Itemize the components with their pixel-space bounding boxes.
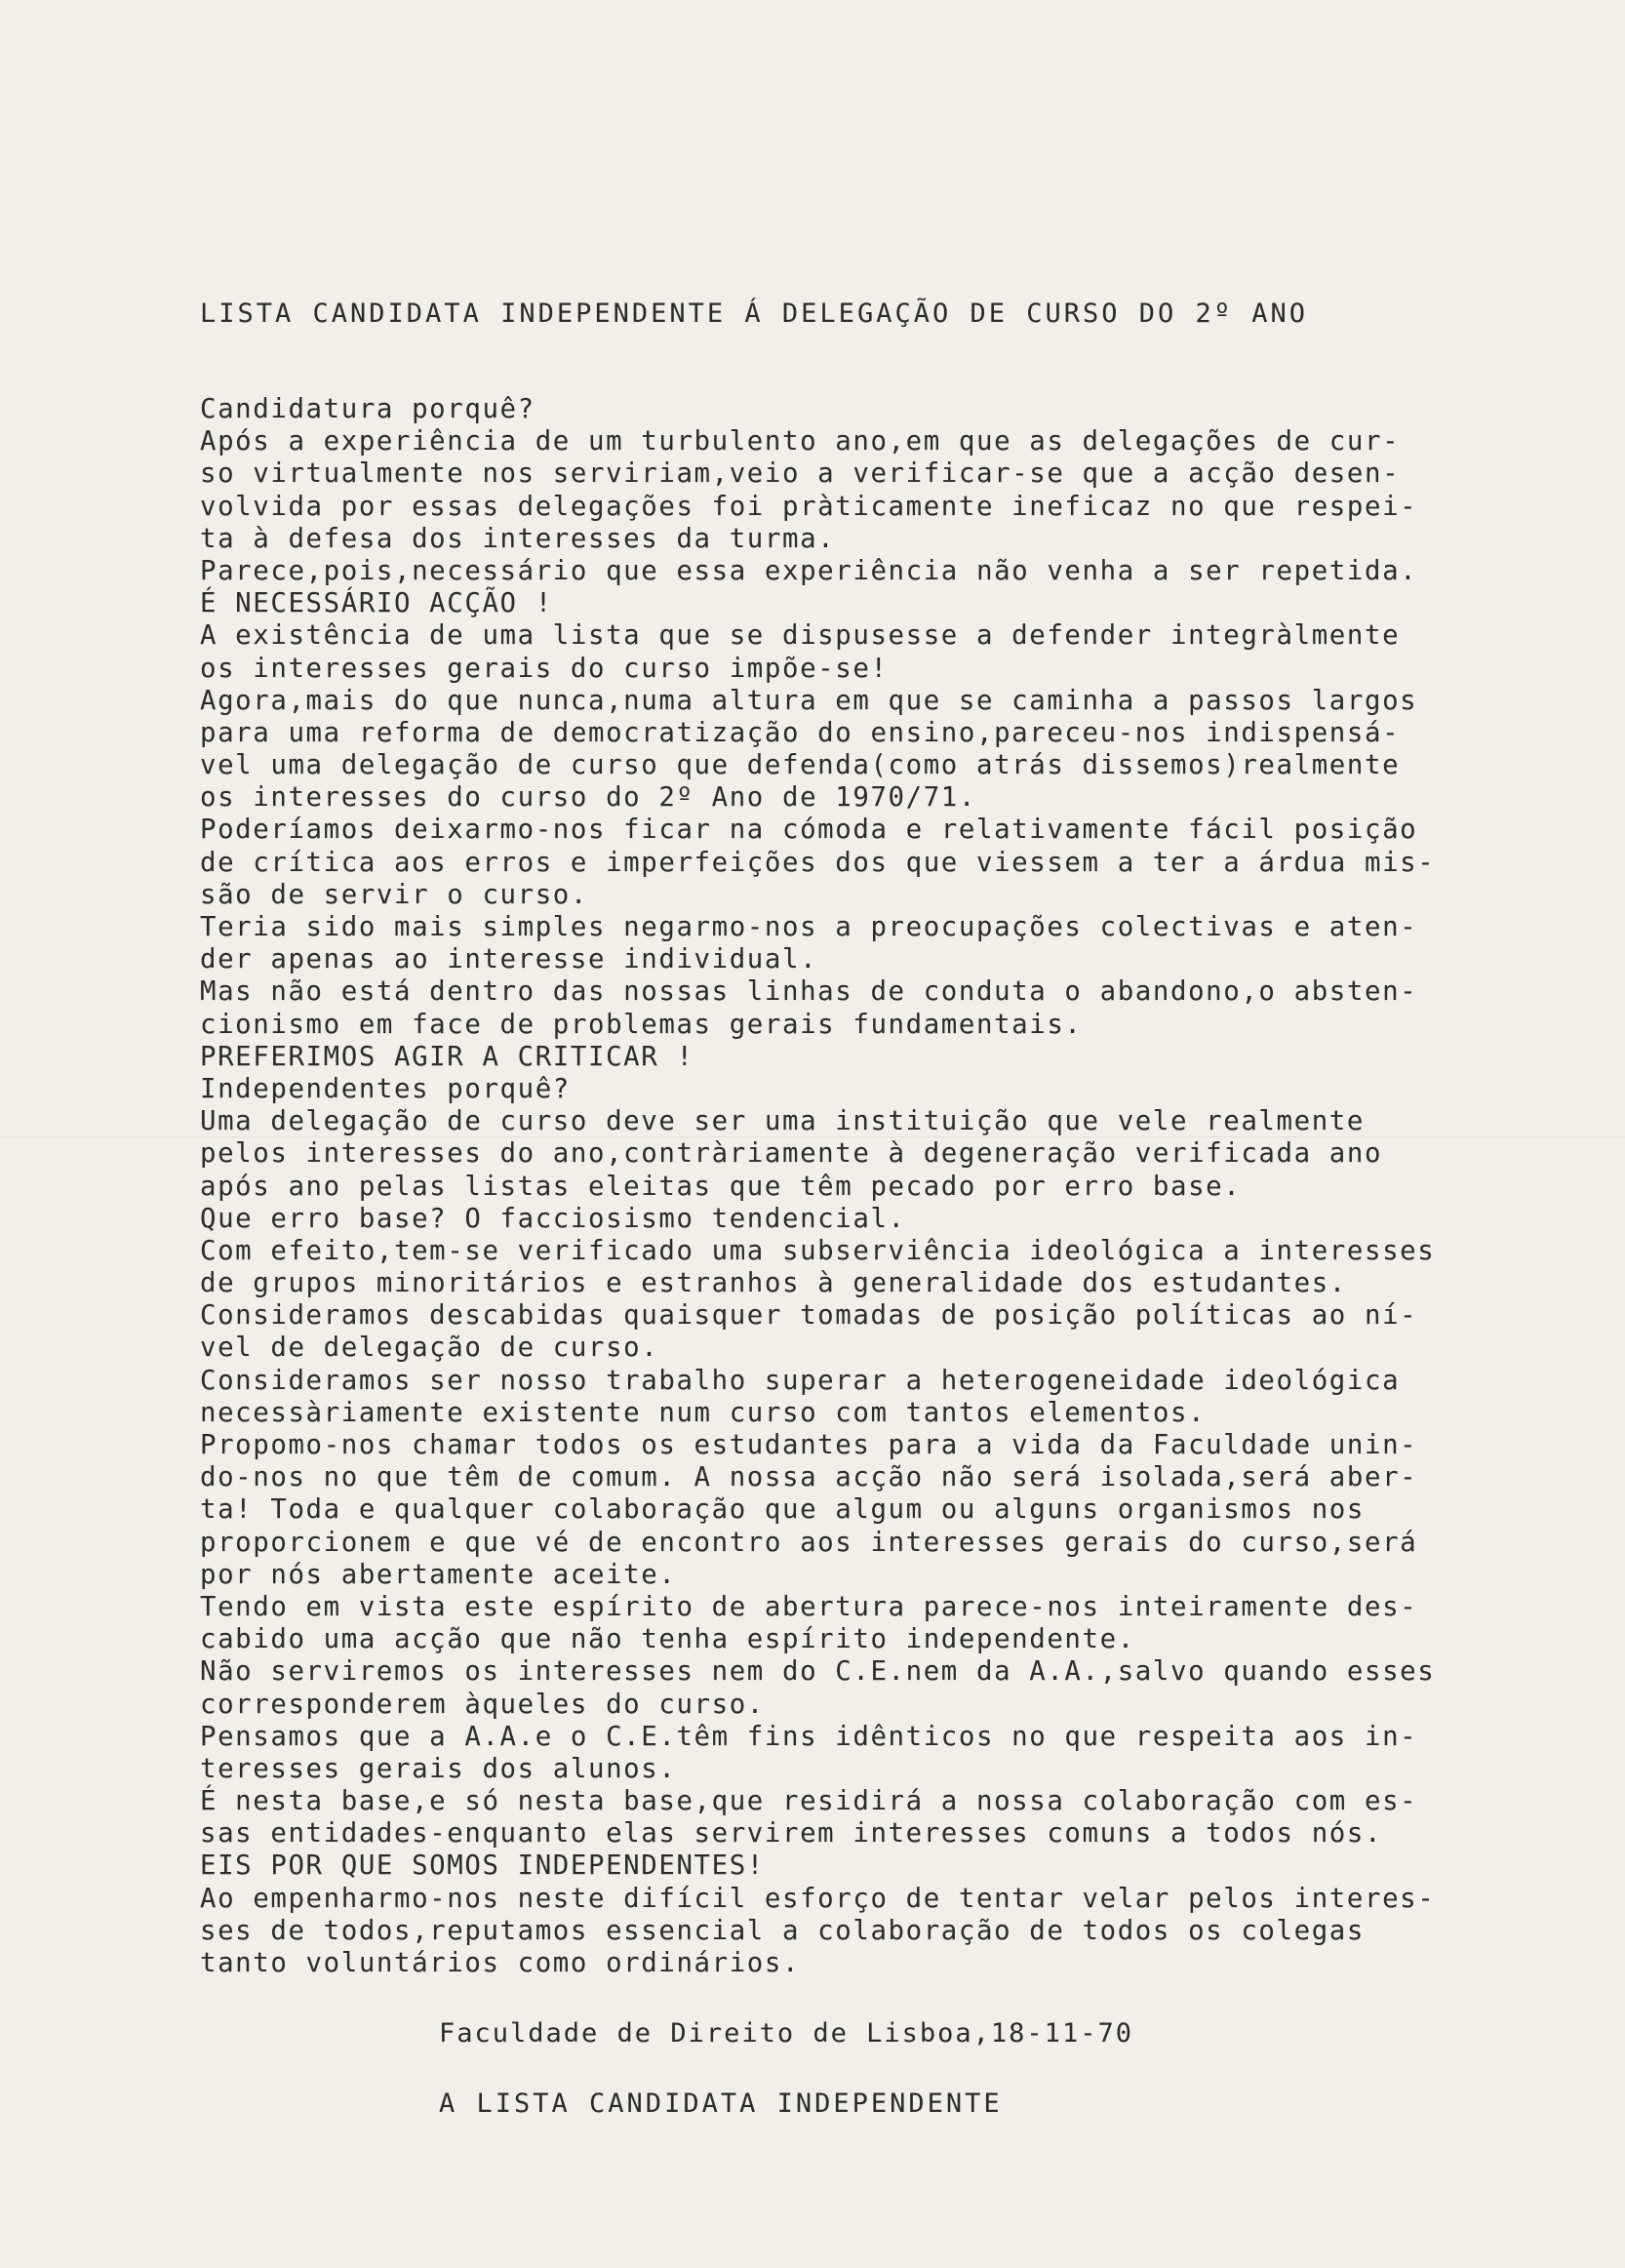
body-line: Teria sido mais simples negarmo-nos a preocupações colectivas e aten- bbox=[200, 912, 1418, 942]
body-line: pelos interesses do ano,contràriamente à degeneração verificada ano bbox=[200, 1138, 1383, 1170]
body-line: cabido uma acção que não tenha espírito independente. bbox=[200, 1624, 1135, 1655]
body-line: os interesses gerais do curso impõe-se! bbox=[200, 653, 889, 684]
body-line: Propomo-nos chamar todos os estudantes para a vida da Faculdade unin- bbox=[200, 1430, 1418, 1460]
body-line: Consideramos ser nosso trabalho superar a heterogeneidade ideológica bbox=[200, 1365, 1401, 1396]
body-line: É NECESSÁRIO ACÇÃO ! bbox=[200, 588, 553, 619]
body-line: ses de todos,reputamos essencial a colaboração de todos os colegas bbox=[200, 1915, 1365, 1946]
body-line: Uma delegação de curso deve ser uma instituição que vele realmente bbox=[200, 1106, 1365, 1137]
place-and-date: Faculdade de Direito de Lisboa,18-11-70 bbox=[439, 2018, 1133, 2049]
document-title: LISTA CANDIDATA INDEPENDENTE Á DELEGAÇÃO DE CURSO DO 2º ANO bbox=[200, 298, 1309, 329]
body-line: ta! Toda e qualquer colaboração que algum ou alguns organismos nos bbox=[200, 1494, 1365, 1526]
body-line: Independentes porquê? bbox=[200, 1073, 571, 1104]
body-line: sas entidades-enquanto elas servirem interesses comuns a todos nós. bbox=[200, 1818, 1383, 1850]
body-line: após ano pelas listas eleitas que têm pecado por erro base. bbox=[200, 1171, 1242, 1202]
body-line: tanto voluntários como ordinários. bbox=[200, 1948, 801, 1978]
body-line: do-nos no que têm de comum. A nossa acção não será isolada,será aber- bbox=[200, 1462, 1418, 1493]
signature: A LISTA CANDIDATA INDEPENDENTE bbox=[439, 2089, 1003, 2119]
body-line: Tendo em vista este espírito de abertura parece-nos inteiramente des- bbox=[200, 1591, 1418, 1622]
document-body bbox=[200, 393, 1435, 1979]
body-line: os interesses do curso do 2º Ano de 1970/71. bbox=[200, 782, 976, 814]
body-line: volvida por essas delegações foi pràticamente ineficaz no que respei- bbox=[200, 491, 1418, 522]
body-line: necessàriamente existente num curso com tantos elementos. bbox=[200, 1397, 1207, 1428]
body-line: para uma reforma de democratização do ensino,pareceu-nos indispensá- bbox=[200, 717, 1401, 748]
body-line: Com efeito,tem-se verificado uma subserviência ideológica a interesses bbox=[200, 1235, 1436, 1266]
body-line: Pensamos que a A.A.e o C.E.têm fins idênticos no que respeita aos in- bbox=[200, 1721, 1418, 1752]
body-line: cionismo em face de problemas gerais fundamentais. bbox=[200, 1009, 1083, 1040]
body-line: corresponderem àqueles do curso. bbox=[200, 1689, 765, 1720]
body-line: ta à defesa dos interesses da turma. bbox=[200, 523, 836, 554]
body-line: teresses gerais dos alunos. bbox=[200, 1753, 677, 1784]
body-line: Mas não está dentro das nossas linhas de conduta o abandono,o absten- bbox=[200, 976, 1418, 1008]
body-line: É nesta base,e só nesta base,que residirá a nossa colaboração com es- bbox=[200, 1786, 1418, 1817]
body-line: de crítica aos erros e imperfeições dos que viessem a ter a árdua mis- bbox=[200, 847, 1436, 878]
body-line: PREFERIMOS AGIR A CRITICAR ! bbox=[200, 1041, 694, 1072]
body-line: EIS POR QUE SOMOS INDEPENDENTES! bbox=[200, 1850, 765, 1882]
body-line: Ao empenharmo-nos neste difícil esforço de tentar velar pelos interes- bbox=[200, 1883, 1436, 1914]
body-line: A existência de uma lista que se dispusesse a defender integràlmente bbox=[200, 620, 1401, 652]
body-line: Candidatura porquê? bbox=[200, 394, 535, 424]
body-line: der apenas ao interesse individual. bbox=[200, 944, 818, 975]
body-line: Que erro base? O facciosismo tendencial. bbox=[200, 1203, 906, 1234]
body-line: Não serviremos os interesses nem do C.E.nem da A.A.,salvo quando esses bbox=[200, 1656, 1436, 1688]
body-line: Parece,pois,necessário que essa experiência não venha a ser repetida. bbox=[200, 555, 1418, 586]
body-line: por nós abertamente aceite. bbox=[200, 1559, 677, 1590]
body-line: Agora,mais do que nunca,numa altura em que se caminha a passos largos bbox=[200, 685, 1418, 716]
body-line: proporcionem e que vé de encontro aos interesses gerais do curso,será bbox=[200, 1527, 1418, 1558]
body-line: de grupos minoritários e estranhos à generalidade dos estudantes. bbox=[200, 1268, 1347, 1299]
body-line: vel uma delegação de curso que defenda(como atrás dissemos)realmente bbox=[200, 750, 1401, 781]
body-line: Consideramos descabidas quaisquer tomadas de posição políticas ao ní- bbox=[200, 1300, 1418, 1332]
body-line: so virtualmente nos serviriam,veio a verificar-se que a acção desen- bbox=[200, 458, 1401, 490]
body-line: vel de delegação de curso. bbox=[200, 1333, 659, 1364]
body-line: Após a experiência de um turbulento ano,em que as delegações de cur- bbox=[200, 426, 1401, 458]
body-line: são de servir o curso. bbox=[200, 879, 588, 910]
body-line: Poderíamos deixarmo-nos ficar na cómoda e relativamente fácil posição bbox=[200, 815, 1418, 846]
